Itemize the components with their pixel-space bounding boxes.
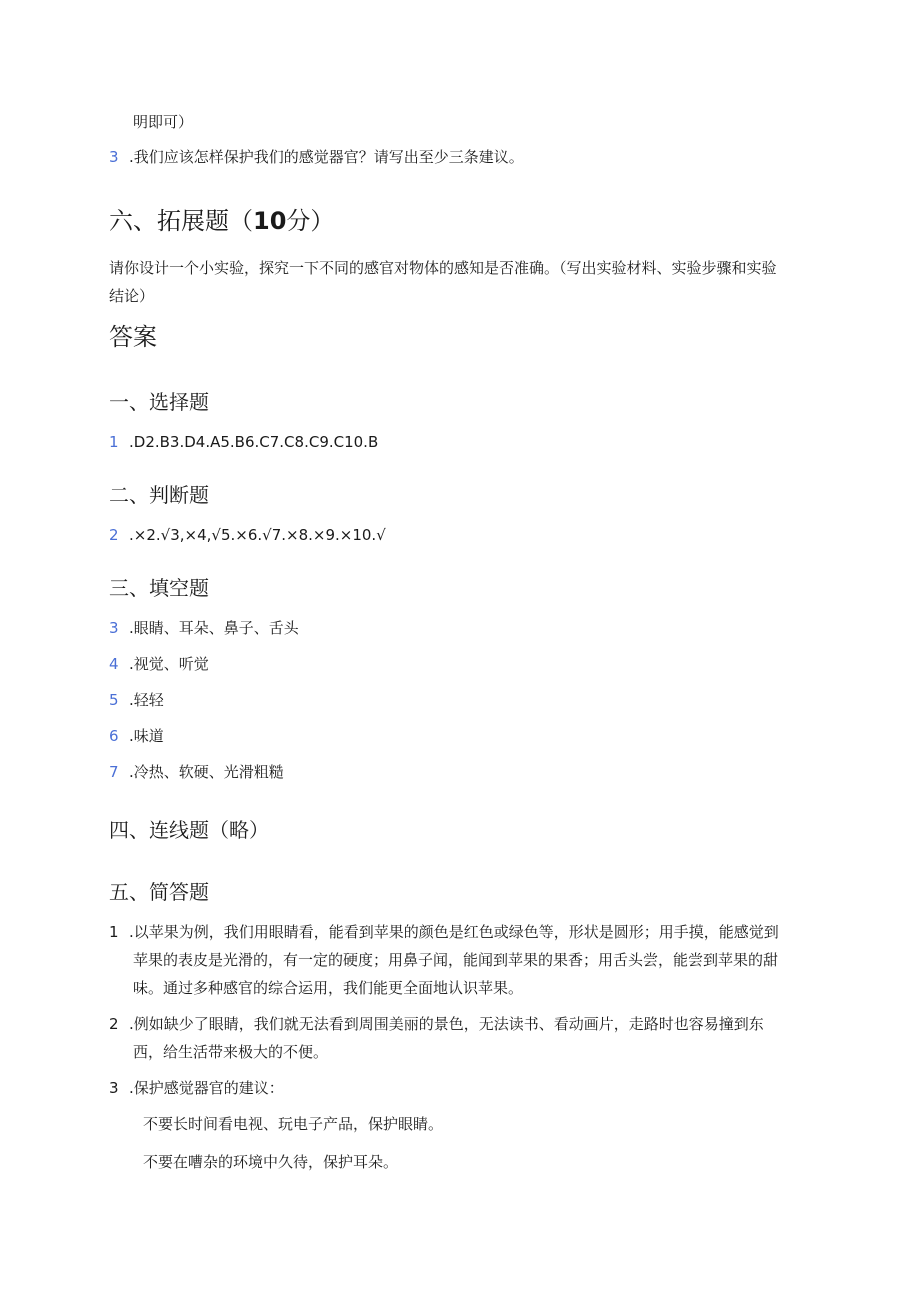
- answer-text: .味道: [129, 727, 164, 745]
- answer-number: 2: [109, 526, 119, 544]
- question-3: [109, 147, 524, 167]
- answer-number: 1: [109, 433, 119, 451]
- answers-title: 答案: [109, 323, 157, 351]
- answer-number: 4: [109, 655, 119, 673]
- list-item: [109, 618, 299, 638]
- answer-text: .轻轻: [129, 691, 164, 709]
- answer-text: .×2.√3,×4,√5.×6.√7.×8.×9.×10.√: [129, 526, 386, 544]
- list-item: [109, 762, 284, 782]
- question-text: .我们应该怎样保护我们的感觉器官？请写出至少三条建议。: [129, 148, 524, 166]
- title-suffix: 分）: [286, 207, 335, 235]
- list-item: [109, 654, 209, 674]
- suggestion-2: 不要在嘈杂的环境中久待，保护耳朵。: [143, 1153, 399, 1171]
- answer-number: 3: [109, 1079, 119, 1097]
- answer-number: 6: [109, 727, 119, 745]
- section-2-title: 二、判断题: [109, 483, 209, 507]
- section-4-title: 四、连线题（略）: [109, 818, 269, 842]
- question-number: 3: [109, 148, 119, 166]
- answer-text: .例如缺少了眼睛，我们就无法看到周围美丽的景色，无法读书、看动画片，走路时也容易撞到东: [129, 1015, 764, 1033]
- section-1-answer: [109, 432, 378, 452]
- answer-number: 2: [109, 1015, 119, 1033]
- answer-number: 1: [109, 923, 119, 941]
- section-6-line-1: 请你设计一个小实验，探究一下不同的感官对物体的感知是否准确。（写出实验材料、实验步骤和实验: [109, 259, 777, 277]
- answer-text: .眼睛、耳朵、鼻子、舌头: [129, 619, 299, 637]
- answer-text: .D2.B3.D4.A5.B6.C7.C8.C9.C10.B: [129, 433, 379, 451]
- short-answer-2-line-2: 西，给生活带来极大的不便。: [133, 1043, 329, 1061]
- continuation-line: 明即可）: [133, 113, 194, 131]
- short-answer-1-line-1: [109, 922, 779, 942]
- suggestion-1: 不要长时间看电视、玩电子产品，保护眼睛。: [143, 1115, 444, 1133]
- short-answer-1-line-3: 味。通过多种感官的综合运用，我们能更全面地认识苹果。: [133, 979, 524, 997]
- answer-text: .以苹果为例，我们用眼睛看，能看到苹果的颜色是红色或绿色等，形状是圆形；用手摸，能感觉到: [129, 923, 779, 941]
- short-answer-2-line-1: [109, 1014, 764, 1034]
- short-answer-3-line-1: [109, 1078, 284, 1098]
- title-prefix: 六、拓展题（: [109, 207, 253, 235]
- answer-number: 7: [109, 763, 119, 781]
- list-item: [109, 726, 164, 746]
- answer-text: .视觉、听觉: [129, 655, 209, 673]
- short-answer-1-line-2: 苹果的表皮是光滑的，有一定的硬度；用鼻子闻，能闻到苹果的果香；用舌头尝，能尝到苹果的甜: [133, 951, 779, 969]
- answer-text: .保护感觉器官的建议：: [129, 1079, 284, 1097]
- title-score: 10: [253, 207, 287, 235]
- section-6-title: [109, 205, 334, 237]
- section-2-answer: [109, 525, 386, 545]
- answer-text: .冷热、软硬、光滑粗糙: [129, 763, 284, 781]
- answer-number: 3: [109, 619, 119, 637]
- section-3-title: 三、填空题: [109, 576, 209, 600]
- section-6-line-2: 结论）: [109, 287, 155, 305]
- answer-number: 5: [109, 691, 119, 709]
- list-item: [109, 690, 164, 710]
- section-5-title: 五、简答题: [109, 880, 209, 904]
- section-1-title: 一、选择题: [109, 390, 209, 414]
